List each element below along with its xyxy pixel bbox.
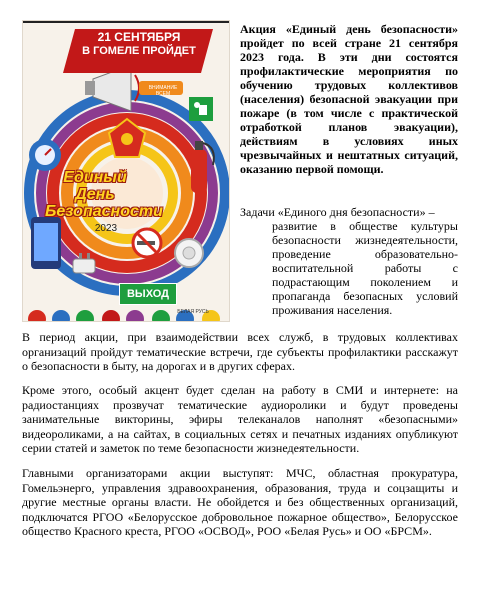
poster-city: В ГОМЕЛЕ ПРОЙДЕТ (82, 45, 196, 57)
exit-sign: ВЫХОД (119, 283, 177, 305)
paragraph-organizers: Главными организаторами акции выступят: МЧС, областная прокуратура, Гомельэнерго, управления здравоохранения, образования, труда и соцзащиты и другие местные органы власти. Не обойдется и без общественных организаций, подключатся РГОО «Белорусское добровольное пожарное общество», Белорусское общество Красного креста, РГОО «ОСВОД», РОО «Белая Русь» и ОО «БРСМ». (22, 466, 458, 538)
no-smoking-icon (133, 229, 161, 257)
smartphone-icon (31, 217, 61, 269)
poster-logo-caption: БЕЛАЯ РУСЬ (177, 309, 209, 315)
poster-year: 2023 (94, 223, 118, 234)
fire-hose-icon (175, 239, 203, 267)
paragraph-meetings: В период акции, при взаимодействии всех служб, в трудовых коллективах организаций пройдут тематические встречи, где субъекты профилактики расскажут о безопасности в быту, на дорогах и в других сферах. (22, 330, 458, 373)
poster-title-line2: День (75, 186, 115, 203)
tasks-first-line: Задачи «Единого дня безопасности» – (240, 205, 435, 219)
tasks-body: развитие в обществе культуры безопасности жизнедеятельности, проведение образовательно-воспитательной работы с подрастающим поколением и пропаганда безопасных условий проживания населения. (272, 219, 458, 317)
paragraph-media: Кроме этого, особый акцент будет сделан на работу в СМИ и интернете: на радиостанциях прозвучат тематические аудиоролики и будут проведены занимательные викторины, эфиры телеканалов наполнят «безопасными» видеороликами, а на сайтах, в социальных сетях и печатных изданиях опубликуют серии статей и заметок по теме безопасности жизнедеятельности. (22, 383, 458, 455)
poster-title-line1: Единый (63, 169, 127, 186)
poster-title (45, 169, 163, 220)
tasks-paragraph (240, 205, 458, 317)
lead-paragraph: Акция «Единый день безопасности» пройдет по всей стране 21 сентября 2023 года. В эти дни состоятся профилактические мероприятия по обучению трудовых коллективов (населения) безопасной эвакуации при пожаре (в том числе с практической отработкой планов эвакуации), действиям в условиях иных чрезвычайных и нештатных ситуаций, оказанию первой помощи. (240, 22, 458, 176)
gauge-icon (29, 139, 61, 171)
poster-ribbon-text: ВНИМАНИЕ ВСЕМ (148, 85, 178, 97)
poster-date: 21 СЕНТЯБРЯ (97, 30, 181, 44)
poster-title-line3: Безопасности (45, 203, 163, 220)
poster-image (22, 20, 230, 322)
